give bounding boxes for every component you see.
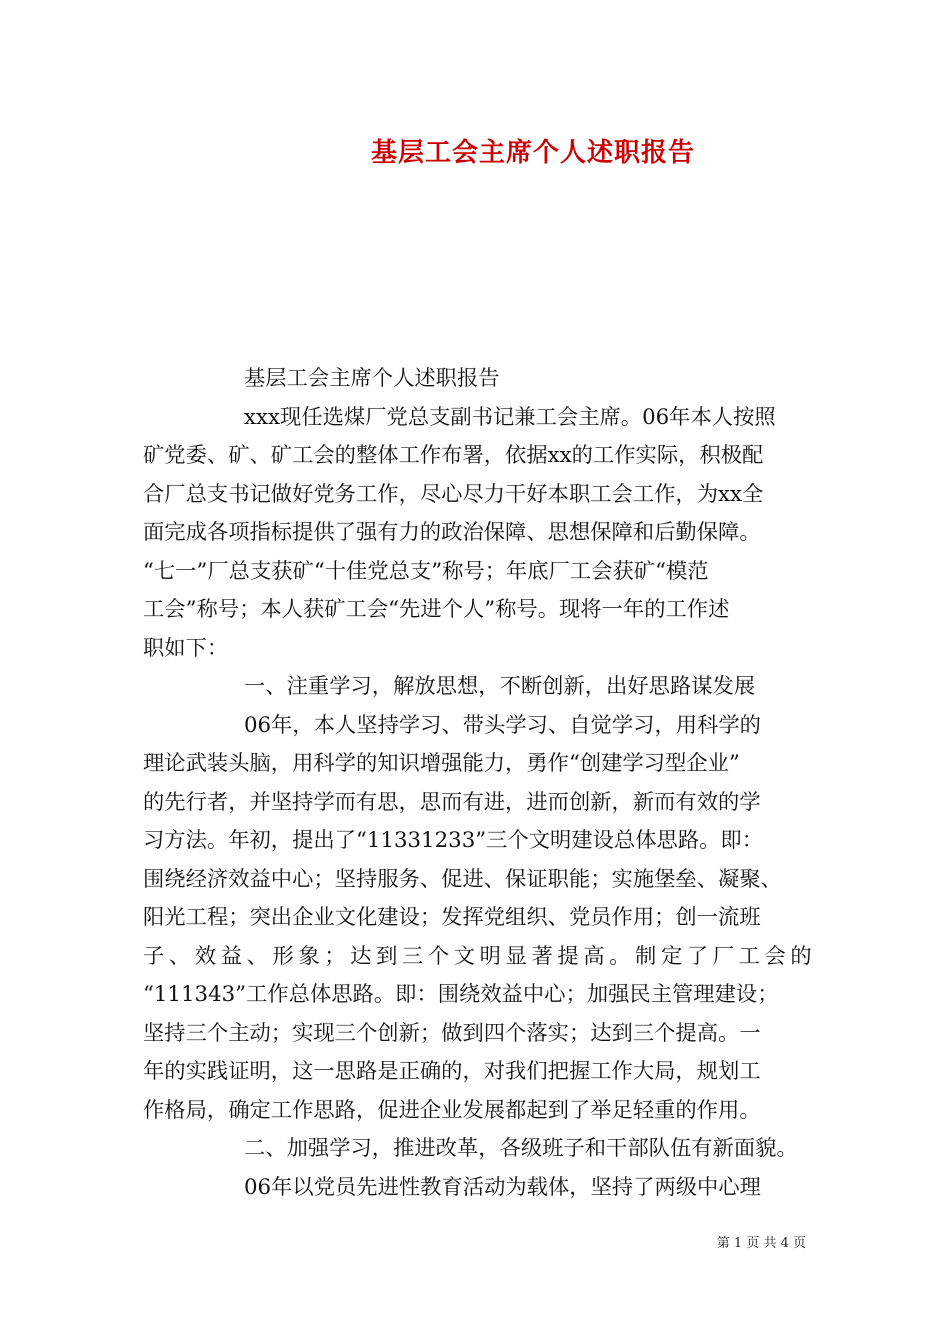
paragraph-line: 的先行者，并坚持学而有思，思而有进，进而创新，新而有效的学 xyxy=(143,789,761,815)
body-heading: 基层工会主席个人述职报告 xyxy=(244,366,500,391)
paragraph-line: 子、效益、形象；达到三个文明显著提高。制定了厂工会的 xyxy=(143,943,817,969)
paragraph-line: 合厂总支书记做好党务工作，尽心尽力干好本职工会工作，为xx全 xyxy=(143,481,764,507)
paragraph-line: 职如下： xyxy=(143,635,229,661)
paragraph-line: “七一”厂总支获矿“十佳党总支”称号；年底厂工会获矿“模范 xyxy=(143,558,709,584)
paragraph-line: 阳光工程；突出企业文化建设；发挥党组织、党员作用；创一流班 xyxy=(143,905,761,930)
document-title: 基层工会主席个人述职报告 xyxy=(370,138,695,168)
paragraph-line: 坚持三个主动；实现三个创新；做到四个落实；达到三个提高。一 xyxy=(143,1020,761,1046)
paragraph-line: xxx现任选煤厂党总支副书记兼工会主席。06年本人按照 xyxy=(244,404,776,430)
paragraph-line: 工会”称号；本人获矿工会“先进个人”称号。现将一年的工作述 xyxy=(143,597,730,622)
paragraph-line: 06年，本人坚持学习、带头学习、自觉学习，用科学的 xyxy=(244,712,761,738)
paragraph-line: 习方法。年初，提出了“11331233”三个文明建设总体思路。即： xyxy=(143,828,764,853)
document-body xyxy=(143,360,817,1207)
paragraph-line: “111343”工作总体思路。即：围绕效益中心；加强民主管理建设； xyxy=(143,982,779,1007)
section-heading: 一、注重学习，解放思想，不断创新，出好思路谋发展 xyxy=(244,674,756,699)
section-heading: 二、加强学习，推进改革，各级班子和干部队伍有新面貌。 xyxy=(244,1136,798,1161)
paragraph-line: 作格局，确定工作思路，促进企业发展都起到了举足轻重的作用。 xyxy=(143,1097,761,1123)
paragraph-line: 理论武装头脑，用科学的知识增强能力，勇作“创建学习型企业” xyxy=(143,751,740,776)
paragraph-line: 年的实践证明，这一思路是正确的，对我们把握工作大局，规划工 xyxy=(143,1059,761,1084)
page-number: 第 1 页 共 4 页 xyxy=(716,1236,806,1251)
paragraph-line: 围绕经济效益中心；坚持服务、促进、保证职能；实施堡垒、凝聚、 xyxy=(143,866,782,892)
paragraph-line: 面完成各项指标提供了强有力的政治保障、思想保障和后勤保障。 xyxy=(143,520,761,545)
paragraph-line: 矿党委、矿、矿工会的整体工作布署，依据xx的工作实际，积极配 xyxy=(143,443,764,468)
paragraph-line: 06年以党员先进性教育活动为载体，坚持了两级中心理 xyxy=(244,1174,761,1200)
